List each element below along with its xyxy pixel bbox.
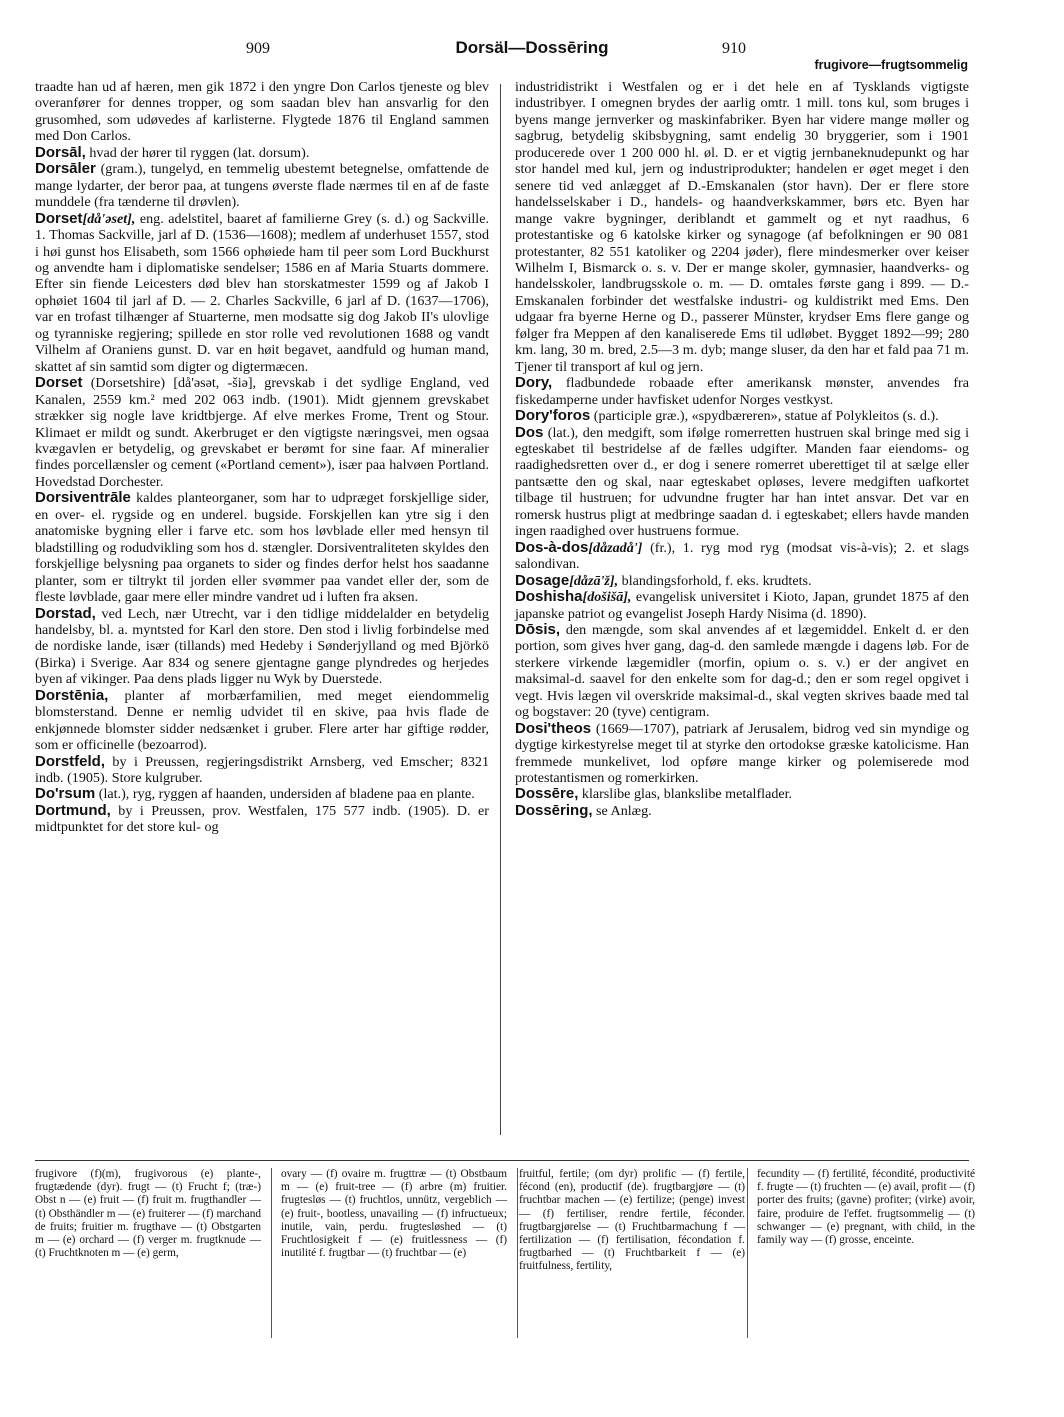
- entry-headword: Dorsāl,: [35, 143, 86, 161]
- entry-text: se Anlæg.: [592, 802, 652, 819]
- entry-headword: Dortmund,: [35, 801, 111, 819]
- glossary-divider: [517, 1168, 518, 1338]
- glossary-range-heading: frugivore—frugtsommelig: [814, 58, 968, 72]
- entry-text: klarslibe glas, blankslibe metalflader.: [578, 786, 793, 803]
- page-header: [0, 40, 1064, 80]
- left-page-number: 909: [246, 40, 270, 57]
- dictionary-entry: [35, 211, 489, 376]
- dictionary-entry: [35, 490, 489, 605]
- glossary-divider: [271, 1168, 272, 1338]
- dictionary-entry: [515, 622, 969, 721]
- entry-pronunciation: [dåzadå']: [588, 539, 643, 556]
- entry-text: kaldes planteorganer, som har to udpræget forskjellige sider, en over- el. rygside og en underel. bugside. Forskjellen kan ytre sig i den anatomiske bygning eller i farve etc. som hos løvblade eller med hensyn til bladstilling og rodudvikling som hos d. stængler. Dorsiventraliteten skyldes den forskjellige belysning paa organets to sider og findes derfor helst hos saadanne planter, som er tiltrykt til jorden eller svømmer paa vandet eller der, som de fleste løvblade, gaar mere eller mindre vandret ud i luften fra aksen.: [35, 490, 489, 606]
- entry-text: (participle græ.), «spydbæreren», statue af Polykleitos (s. d.).: [590, 408, 939, 425]
- entry-text: (fr.), 1. ryg mod ryg (modsat vis-à-vis); 2. et slags salondivan.: [515, 539, 969, 573]
- entry-headword: Dorstfeld,: [35, 752, 106, 770]
- entry-headword: Dos-à-dos: [515, 538, 589, 556]
- entry-headword: Do'rsum: [35, 785, 96, 803]
- entry-headword: Dorset: [35, 374, 83, 392]
- entry-pronunciation: [došišā],: [582, 589, 632, 606]
- dictionary-entry: [515, 573, 969, 589]
- entry-headword: Dosage: [515, 571, 570, 589]
- page-title: Dorsäl—Dossēring: [455, 38, 609, 57]
- left-column: [35, 79, 489, 836]
- entry-headword: Dorsāler: [35, 160, 96, 178]
- dictionary-entry: [515, 589, 969, 622]
- entry-text: ved Lech, nær Utrecht, var i den tidlige middelalder en betydelig handelsby, bl. a. myntsted for Karl den store. Den stod i livlig forbindelse med de nordiske lande, især (tillands) med Hedeby i Sønderjylland og med Björkö (Birka) i Sverige. Aar 834 og senere gjentagne gange plyndredes og herjedes byen af vikinger. Paa dens plads ligger nu Wyk by Duerstede.: [35, 605, 489, 688]
- dictionary-entry: [515, 408, 969, 424]
- entry-text: blandingsforhold, f. eks. krudtets.: [618, 572, 812, 589]
- entry-text: (lat.), den medgift, som ifølge romerretten hustruen skal bringe med sig i egteskabet til bestridelse af de fælles udgifter. Manden faar eiendoms- og raadighedsretten over d., er dog i senere romerret uberettiget til at sælge eller pantsætte den og skal, naar egteskabet opløses, levere medgiften uafkortet tilbage til hustruen; for udvundne frugter har han intet ansvar. Det var en romersk hustrus pligt at medbringe saadan d. i egteskabet; ellers havde manden ingen raadighed over hustruens formue.: [515, 424, 969, 540]
- dictionary-entry: [35, 79, 489, 145]
- right-page-number: 910: [722, 40, 746, 57]
- dictionary-entry: [35, 803, 489, 836]
- entry-text: industridistrikt i Westfalen og er i det hele en af Tysklands vigtigste industribyer. I omegnen brydes der aarlig omtr. 1 mill. tons kul, som bruges i byens mange jernverker og maskinfabriker. Byen har videre mange møller og sagbrug, betydelig skibsbygning, samt endelig 30 bryggerier, som i 1901 producerede over 1 200 000 hl. øl. D. er et vigtig jernbaneknudepunkt og har stor handel med kul, jern og industriprodukter; handelen er øget meget i den senere tid ved anlægget af D.-Emskanalen (stor havn). Der er flere store handelsselskaber i D., handels- og haandverkskammer, børs etc. Byen har mange vakre bygninger, deriblandt et gammelt og et nyt raadhus, 6 protestantiske og 6 katolske kirker og synagoge (af befolkningen er 90 081 protestanter, 82 551 katoliker og 2204 jøder), flere mindesmerker over keiser Wilhelm I, Bismarck o. s. v. Der er mange skoler, gymnasier, haandverks- og handelsskoler, landbrugsskole o. m. — D. omtales første gang i 899. — D.-Emskanalen forbinder det westfalske industri- og kuldistrikt med Ems. Den udgaar fra byerne Herne og D., passerer Münster, krydser Ems flere gange og følger fra Meppen af den kanaliserede Ems til udløbet. Bygget 1892—99; 280 km. lang, 30 m. bred, 2.5—3 m. dyb; mange sluser, da den har et fald paa 71 m. Tjener til transport af kul og jern.: [515, 79, 969, 375]
- dictionary-entry: [515, 425, 969, 540]
- entry-headword: Doshisha: [515, 588, 583, 606]
- entry-text: planter af morbærfamilien, med meget eiendommelig blomsterstand. Denne er nemlig udvidet til en skive, paa hvis flade de enkjønnede blomster sidder nedsænket i gruber. Flere arter har giftige rødder, som er officinelle (bezoarrod).: [35, 687, 489, 754]
- entry-headword: Dorsiventrāle: [35, 489, 131, 507]
- dictionary-entry: [515, 375, 969, 408]
- entry-text: evangelisk universitet i Kioto, Japan, grundet 1875 af den japanske patriot og evangelist Joseph Hardy Nisima (d. 1890).: [515, 589, 969, 622]
- right-column: [515, 79, 969, 819]
- glossary-column-2: ovary — (f) ovaire m. frugttræ — (t) Obstbaum m — (e) fruit-tree — (f) arbre (m) fruitier. frugtesløs — (t) fruchtlos, unnütz, vergeblich — (e) fruit-, bootless, unavailing — (f) infructueux; inutile, vain, perdu. frugtesløshed — (t) Fruchtlosigkeit f — (e) fruitlessness — (f) inutilité f. frugtbar — (t) fruchtbar — (e): [281, 1168, 507, 1260]
- dictionary-entry: [35, 375, 489, 490]
- dictionary-entry: [515, 803, 969, 819]
- glossary-divider: [747, 1168, 748, 1338]
- entry-headword: Dory'foros: [515, 407, 591, 425]
- glossary-column-1: frugivore (f)(m), frugivorous (e) plante-, frugtædende (dyr). frugt — (t) Frucht f; (træ-) Obst n — (e) fruit — (f) fruit m. frugthandler — (t) Obsthändler m — (e) fruiterer — (f) marchand de fruits; fruitier m. frugthave — (t) Obstgarten m — (e) orchard — (f) verger m. frugtknude — (t) Fruchtknoten m — (e) germ,: [35, 1168, 261, 1260]
- glossary: [35, 1168, 975, 1348]
- dictionary-entry: [35, 754, 489, 787]
- entry-headword: Dorstad,: [35, 604, 96, 622]
- entry-headword: Dōsis,: [515, 620, 561, 638]
- glossary-column-3: fruitful, fertile; (om dyr) prolific — (f) fertile, fécond (en), productif (de). frugtbargjøre — (t) fruchtbar machen — (e) fertilize; (penge) invest — (f) fertiliser, rendre fertile, féconder. frugtbargjørelse — (t) Fruchtbarmachung f — fertilization — (f) fertilisation, fécondation f. frugtbarhed — (t) Fruchtbarkeit f — (e) fruitfulness, fertility,: [519, 1168, 745, 1273]
- entry-text: (gram.), tungelyd, en temmelig ubestemt betegnelse, omfattende de mange lydarter, der beror paa, at tungens øverste flade nærmes til en af de faste munddele (fra tænderne til drøvlen).: [35, 161, 489, 211]
- dictionary-entry: [35, 606, 489, 688]
- dictionary-entry: [35, 161, 489, 210]
- entry-text: traadte han ud af hæren, men gik 1872 i den yngre Don Carlos tjeneste og blev overanfører for dennes tropper, og som saadan blev han ansvarlig for den grusomhed, som udøvedes af karlisterne. Flygtede 1876 til England sammen med Don Carlos.: [35, 79, 489, 145]
- entry-text: by i Preussen, regjeringsdistrikt Arnsberg, ved Emscher; 8321 indb. (1905). Store kulgruber.: [35, 753, 489, 787]
- entry-text: eng. adelstitel, baaret af familierne Grey (s. d.) og Sackville. 1. Thomas Sackville, jarl af D. (1536—1608); medlem af underhuset 1557, stod i høi gunst hos Elisabeth, som 1566 ophøiede ham til peer som Lord Buckhurst og anvendte ham i diplomatiske sendelser; 1586 en af Maria Stuarts dommere. Efter sin fiende Leicesters død blev han storskatmester 1599 og af Jakob I ophøiet 1604 til jarl af D. — 2. Charles Sackville, 6 jarl af D. (1637—1706), var en trofast tilhænger af Stuarterne, men modsatte sig dog Jakob II's ulovlige og tyranniske regjering; spillede en stor rolle ved revolutionen 1688 og vandt Vilhelm af Oraniens gunst. D. var en høit begavet, aandfuld og human mand, skattet af sin samtid som digter og digtermæcen.: [35, 210, 489, 375]
- entry-text: (Dorsetshire) [då'əsət, -šiə], grevskab i det sydlige England, ved Kanalen, 2559 km.² med 202 063 indb. (1901). Midt gjennem grevskabet strækker sig nogle lave kridtbjerge. Af elve merkes Frome, Trent og Stour. Klimaet er mildt og sundt. Akerbruget er den vigtigste næringsvei, men ogsaa kvægavlen er betydelig, og grevskabet er berømt for sine faar. Af mineralier findes porcellænsler og cement («Portland cement»), især paa halvøen Portland. Hovedstad Dorchester.: [35, 375, 489, 490]
- entry-headword: Dorstēnia,: [35, 686, 109, 704]
- entry-headword: Dorset: [35, 209, 83, 227]
- entry-text: (1669—1707), patriark af Jerusalem, bidrog ved sin myndige og dygtige kirkestyrelse meget til at styrke den ortodokse græske katolicisme. Han fremmede munkelivet, lod opføre mange kirker og polemiserede mod protestantismen og romerkirken.: [515, 720, 969, 787]
- entry-headword: Dosi'theos: [515, 719, 592, 737]
- dictionary-entry: [515, 786, 969, 802]
- dictionary-entry: [515, 540, 969, 573]
- entry-pronunciation: [då'əset],: [82, 210, 136, 227]
- entry-text: (lat.), ryg, ryggen af haanden, undersiden af bladene paa en plante.: [95, 786, 475, 803]
- entry-headword: Dos: [515, 423, 544, 441]
- entry-headword: Dossēre,: [515, 785, 579, 803]
- glossary-rule: [35, 1160, 969, 1161]
- dictionary-entry: [35, 786, 489, 802]
- entry-text: hvad der hører til ryggen (lat. dorsum).: [85, 144, 310, 161]
- glossary-column-4: fecundity — (f) fertilité, fécondité, productivité f. frugte — (t) fruchten — (e) avail, profit — (f) porter des fruits; (gavne) profiter; (virke) avoir, faire, produire de l'effet. frugtsommelig — (t) schwanger — (e) pregnant, with child, in the family way — (f) grosse, enceinte.: [757, 1168, 975, 1247]
- dictionary-entry: [515, 79, 969, 375]
- entry-text: by i Preussen, prov. Westfalen, 175 577 indb. (1905). D. er midtpunktet for det store kul- og: [35, 802, 489, 836]
- entry-text: den mængde, som skal anvendes af et lægemiddel. Enkelt d. er den portion, som gives hver gang, dag-d. den samlede mængde i dagens løb. For de sterkere virkende lægemidler (morfin, opium o. s. v.) er der angivet en maksimal-d. saavel for den enkelte som for dag-d.; den er som regel opgivet i vegt. Hvis lægen vil overskride maksimal-d., skal vegten skrives baade med tal og bogstaver: 20 (tyve) centigram.: [515, 621, 969, 721]
- dictionary-entry: [515, 721, 969, 787]
- entry-text: fladbundede robaade efter amerikansk mønster, anvendes fra fiskedamperne under havfisket udenfor Norges vestkyst.: [515, 375, 969, 408]
- entry-headword: Dory,: [515, 374, 553, 392]
- entry-headword: Dossēring,: [515, 801, 593, 819]
- dictionary-entry: [35, 688, 489, 754]
- column-divider: [500, 84, 501, 1135]
- entry-pronunciation: [dåzā'ž],: [569, 572, 619, 589]
- dictionary-entry: [35, 145, 489, 161]
